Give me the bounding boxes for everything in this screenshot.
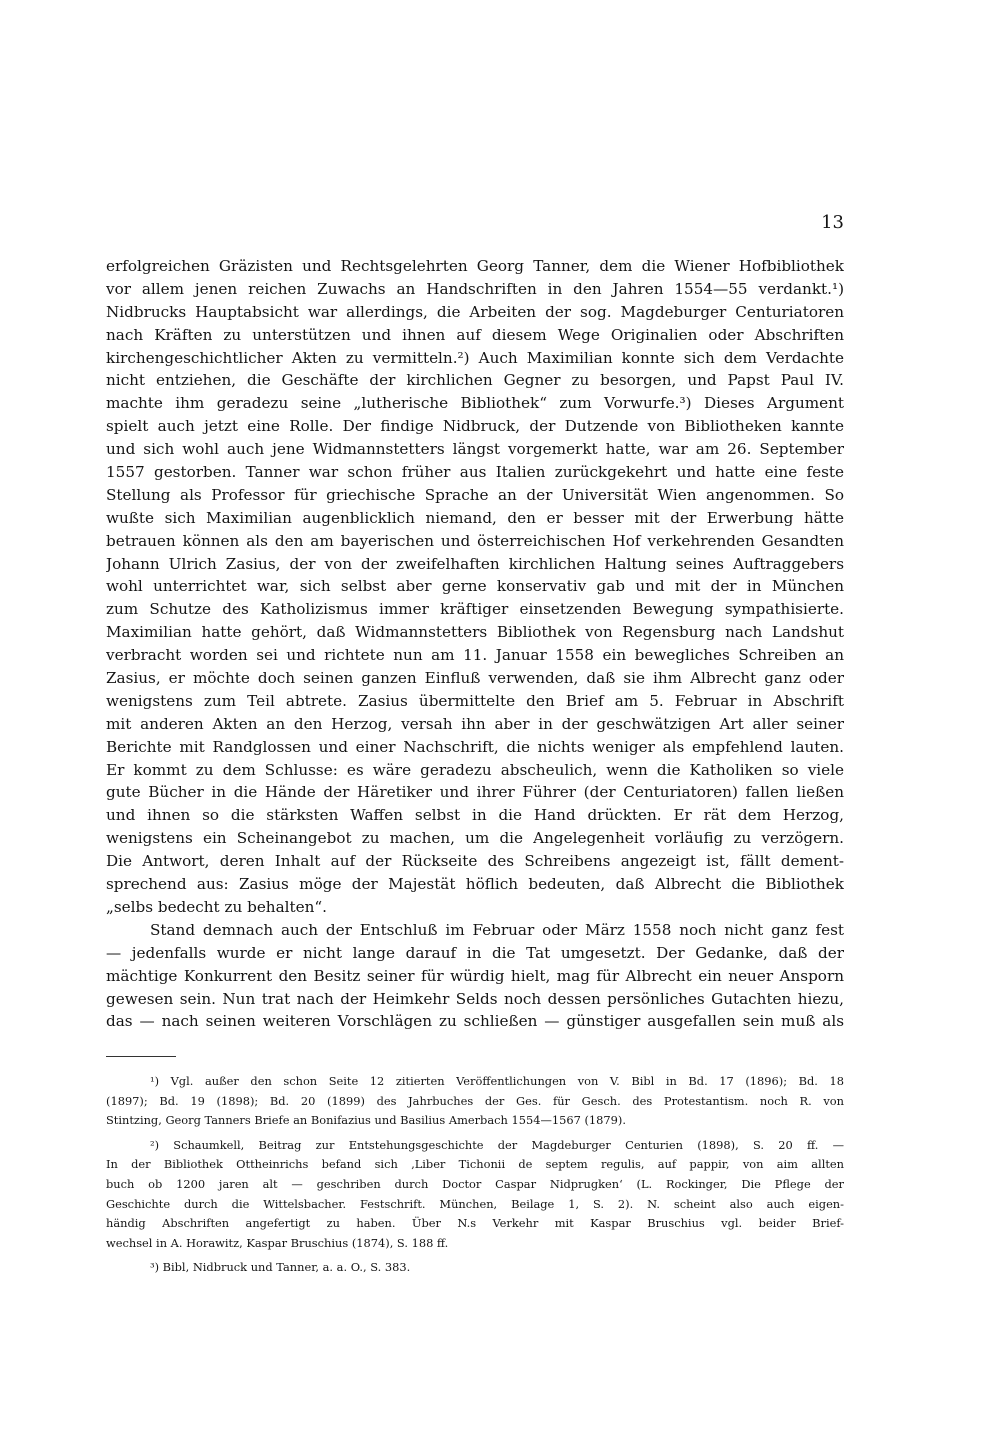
text-line: Er kommt zu dem Schlusse: es wäre geradezu abscheulich, wenn die Katholiken so viele [106,760,844,779]
text-line: das — nach seinen weiteren Vorschlägen zu schließen — günstiger ausgefallen sein muß als [106,1012,844,1031]
text-line: Maximilian hatte gehört, daß Widmannstetters Bibliothek von Regensburg nach Landshut [106,623,844,642]
footnote-line: händig Abschriften angefertigt zu haben. Über N.s Verkehr mit Kaspar Bruschius vgl. beider Brief- [106,1216,844,1231]
footnote-line: Stintzing, Georg Tanners Briefe an Bonifazius und Basilius Amerbach 1554—1567 (1879). [106,1113,626,1128]
text-line: betrauen können als den am bayerischen und österreichischen Hof verkehrenden Gesandten [106,531,844,550]
text-line: zum Schutze des Katholizismus immer kräftiger einsetzenden Bewegung sympathisierte. [106,600,844,619]
text-line: 1557 gestorben. Tanner war schon früher aus Italien zurückgekehrt und hatte eine feste [106,463,844,482]
text-line: machte ihm geradezu seine „lutherische Bibliothek“ zum Vorwurfe.³) Dieses Argument [106,394,844,413]
footnote-line: ²) Schaumkell, Beitrag zur Entstehungsgeschichte der Magdeburger Centurien (1898), S. 20 ff. — [150,1137,844,1152]
text-line: verbracht worden sei und richtete nun am 11. Januar 1558 ein bewegliches Schreiben an [106,646,844,665]
text-line: vor allem jenen reichen Zuwachs an Handschriften in den Jahren 1554—55 verdankt.¹) [106,279,844,298]
text-line: kirchengeschichtlicher Akten zu vermitteln.²) Auch Maximilian konnte sich dem Verdachte [106,348,844,367]
text-line: gewesen sein. Nun trat nach der Heimkehr Selds noch dessen persönliches Gutachten hiezu, [106,989,844,1008]
page-number: 13 [821,212,844,233]
text-line: und ihnen so die stärksten Waffen selbst in die Hand drückten. Er rät dem Herzog, [106,806,844,825]
body-text [106,255,844,1033]
text-line: wohl unterrichtet war, sich selbst aber gerne konservativ gab und mit der in München [106,577,844,596]
text-line: nach Kräften zu unterstützen und ihnen auf diesem Wege Originalien oder Abschriften [106,325,844,344]
text-line: Die Antwort, deren Inhalt auf der Rückseite des Schreibens angezeigt ist, fällt dement- [106,852,844,871]
text-line: Stand demnach auch der Entschluß im Februar oder März 1558 noch nicht ganz fest [150,920,844,939]
footnote-3 [106,1258,844,1278]
footnote-line: ³) Bibl, Nidbruck und Tanner, a. a. O., S. 383. [150,1260,411,1275]
text-line: Stellung als Professor für griechische Sprache an der Universität Wien angenommen. So [106,485,844,504]
text-line: „selbs bedecht zu behalten“. [106,897,327,916]
footnote-line: buch ob 1200 jaren alt — geschriben durch Doctor Caspar Nidprugken‘ (L. Rockinger, Die Pflege der [106,1176,844,1191]
footnote-line: (1897); Bd. 19 (1898); Bd. 20 (1899) des Jahrbuches der Ges. für Gesch. des Protestantism. noch R. von [106,1093,844,1108]
footnote-line: wechsel in A. Horawitz, Kaspar Bruschius (1874), S. 188 ff. [106,1235,449,1250]
text-line: mit anderen Akten an den Herzog, versah ihn aber in der geschwätzigen Art aller seiner [106,714,844,733]
footnote-2 [106,1136,844,1254]
footnote-line: Geschichte durch die Wittelsbacher. Festschrift. München, Beilage 1, S. 2). N. scheint also auch eigen- [106,1196,844,1211]
text-line: gute Bücher in die Hände der Häretiker und ihrer Führer (der Centuriatoren) fallen ließen [106,783,844,802]
text-line: Nidbrucks Hauptabsicht war allerdings, die Arbeiten der sog. Magdeburger Centuriatoren [106,302,844,321]
text-line: sprechend aus: Zasius möge der Majestät höflich bedeuten, daß Albrecht die Bibliothek [106,875,844,894]
footnote-line: In der Bibliothek Ottheinrichs befand sich ‚Liber Tichonii de septem regulis, auf pappir, von aim allten [106,1157,844,1172]
text-line: Zasius, er möchte doch seinen ganzen Einfluß verwenden, daß sie ihm Albrecht ganz oder [106,669,844,688]
footnotes [106,1072,844,1278]
footnote-1 [106,1072,844,1131]
text-line: Berichte mit Randglossen und einer Nachschrift, die nichts weniger als empfehlend lauten. [106,737,844,756]
text-line: mächtige Konkurrent den Besitz seiner für würdig hielt, mag für Albrecht ein neuer Ansporn [106,966,844,985]
text-line: wenigstens ein Scheinangebot zu machen, um die Angelegenheit vorläufig zu verzögern. [106,829,844,848]
text-line: wußte sich Maximilian augenblicklich niemand, den er besser mit der Erwerbung hätte [106,508,844,527]
text-line: — jedenfalls wurde er nicht lange darauf in die Tat umgesetzt. Der Gedanke, daß der [106,943,844,962]
footnote-line: ¹) Vgl. außer den schon Seite 12 zitierten Veröffentlichungen von V. Bibl in Bd. 17 (1896); Bd. 18 [150,1074,844,1088]
text-line: nicht entziehen, die Geschäfte der kirchlichen Gegner zu besorgen, und Papst Paul IV. [106,371,844,390]
footnote-separator [106,1056,176,1057]
text-line: Johann Ulrich Zasius, der von der zweifelhaften kirchlichen Haltung seines Auftraggebers [106,554,844,573]
text-line: wenigstens zum Teil abtrete. Zasius übermittelte den Brief am 5. Februar in Abschrift [106,691,844,710]
text-line: erfolgreichen Gräzisten und Rechtsgelehrten Georg Tanner, dem die Wiener Hofbibliothek [106,257,844,275]
text-line: spielt auch jetzt eine Rolle. Der findige Nidbruck, der Dutzende von Bibliotheken kannte [106,417,844,436]
text-line: und sich wohl auch jene Widmannstetters längst vorgemerkt hatte, war am 26. September [106,440,844,459]
